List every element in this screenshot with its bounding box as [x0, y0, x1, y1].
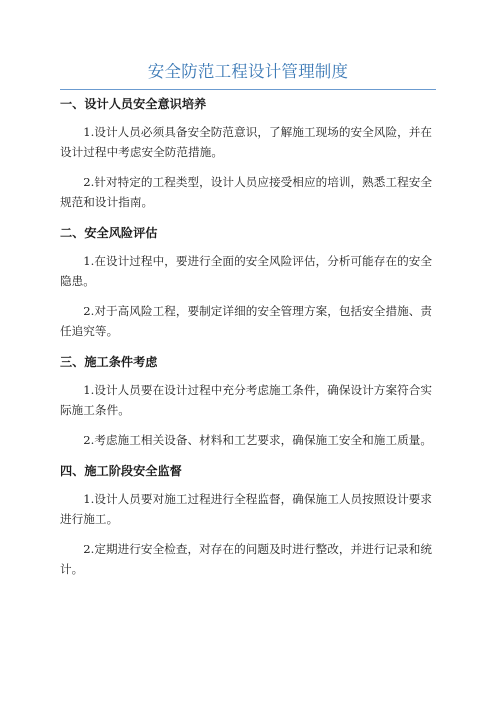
paragraph: 2.针对特定的工程类型，设计人员应接受相应的培训，熟悉工程安全规范和设计指南。: [60, 175, 433, 209]
title-divider: [60, 89, 436, 90]
section-heading: 一、设计人员安全意识培养: [60, 97, 207, 111]
paragraph: 2.考虑施工相关设备、材料和工艺要求，确保施工安全和施工质量。: [83, 433, 433, 447]
document-body: [60, 96, 436, 579]
section-heading: 二、安全风险评估: [60, 226, 158, 240]
document-title: 安全防范工程设计管理制度: [147, 62, 349, 81]
paragraph: 2.定期进行安全检查，对存在的问题及时进行整改，并进行记录和统计。: [60, 542, 433, 576]
section-1: [60, 96, 436, 212]
paragraph: 1.在设计过程中，要进行全面的安全风险评估，分析可能存在的安全隐患。: [60, 254, 433, 288]
section-3: [60, 354, 436, 450]
section-4: [60, 463, 436, 579]
section-heading: 四、施工阶段安全监督: [60, 464, 182, 478]
section-heading: 三、施工条件考虑: [60, 355, 158, 369]
section-2: [60, 225, 436, 341]
paragraph: 1.设计人员必须具备安全防范意识，了解施工现场的安全风险，并在设计过程中考虑安全防范措施。: [60, 125, 433, 159]
paragraph: 1.设计人员要对施工过程进行全程监督，确保施工人员按照设计要求进行施工。: [60, 492, 433, 526]
paragraph: 2.对于高风险工程，要制定详细的安全管理方案，包括安全措施、责任追究等。: [60, 304, 433, 338]
paragraph: 1.设计人员要在设计过程中充分考虑施工条件，确保设计方案符合实际施工条件。: [60, 383, 433, 417]
